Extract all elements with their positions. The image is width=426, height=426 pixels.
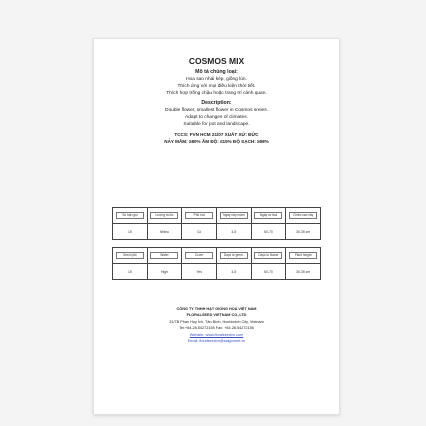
table-row bbox=[113, 224, 321, 240]
table-header-cell: Water bbox=[147, 248, 182, 264]
company-website-link[interactable]: Website: www.floralseedvn.com bbox=[189, 333, 244, 337]
table-row bbox=[113, 208, 321, 224]
vn-description-line: Thích ứng với mọi điều kiện thời tiết. bbox=[177, 84, 256, 89]
table-header-cell: Days to flower bbox=[251, 248, 286, 264]
en-description-line: Adapt to changes of climates. bbox=[185, 115, 248, 120]
table-cell: 3-5 bbox=[216, 224, 251, 240]
company-address: 31/7B Phan Huy Ích, Tân Bình, Hochiminh City, Vietnam bbox=[169, 320, 264, 324]
company-email-link[interactable]: Email: floralseedvn@saigonnet.vn bbox=[187, 339, 246, 343]
company-name-en: FLORALSEED VIETNAM CO.,LTD bbox=[186, 313, 247, 317]
table-header-cell: Số hạt /gói bbox=[113, 208, 148, 224]
table-cell: 60-70 bbox=[251, 224, 286, 240]
en-description-line: Double flower, smallest flower in Cosmos sreies. bbox=[165, 108, 268, 113]
company-name-vn: CÔNG TY TNHH HẠT GIỐNG HOA VIỆT NAM bbox=[176, 307, 257, 311]
vn-description-heading: Mô tả chủng loại: bbox=[195, 69, 238, 75]
table-header-cell: Plant height bbox=[286, 248, 321, 264]
company-phone: Tel:+84.28.54272155 Fax: +84.28.54272156 bbox=[179, 326, 254, 330]
product-title: COSMOS MIX bbox=[188, 56, 245, 66]
en-specs-table bbox=[112, 247, 321, 280]
table-cell: Có bbox=[182, 224, 217, 240]
table-row bbox=[113, 264, 321, 280]
table-header-cell: Phủ hạt bbox=[182, 208, 217, 224]
table-cell: 3-5 bbox=[216, 264, 251, 280]
table-cell: 15 bbox=[113, 264, 148, 280]
en-description-line: Suitable for pot and landscape. bbox=[183, 122, 250, 127]
table-cell: Nhiều bbox=[147, 224, 182, 240]
en-description-heading: Description: bbox=[201, 100, 232, 106]
table-row bbox=[113, 248, 321, 264]
table-cell: 30-35 cm bbox=[286, 224, 321, 240]
table-header-cell: Seed /pkt bbox=[113, 248, 148, 264]
table-header-cell: Days to germ. bbox=[216, 248, 251, 264]
table-header-cell: Ngày nảy mầm bbox=[216, 208, 251, 224]
table-cell: 60-70 bbox=[251, 264, 286, 280]
table-cell: Yes bbox=[182, 264, 217, 280]
table-cell: 30-35 cm bbox=[286, 264, 321, 280]
vn-specs-table bbox=[112, 207, 321, 240]
table-header-cell: Cover bbox=[182, 248, 217, 264]
table-cell: 15 bbox=[113, 224, 148, 240]
table-header-cell: Chiều cao cây bbox=[286, 208, 321, 224]
vn-description-line: Hoa sao nhái kép, giống lùn. bbox=[186, 77, 247, 82]
vn-description-line: Thích hợp trồng chậu hoặc trang trí cảnh quan. bbox=[166, 91, 267, 96]
seed-packet bbox=[93, 38, 340, 415]
table-cell: High bbox=[147, 264, 182, 280]
table-header-cell: Ngày ra hoa bbox=[251, 208, 286, 224]
table-header-cell: Lượng nước bbox=[147, 208, 182, 224]
tccs-origin-line: TCCS: FVN HCM 21/07 XUẤT XỨ: ĐỨC bbox=[174, 132, 259, 137]
quality-specs-line: NẢY MẦM: ≥80% ẨM ĐỘ: ≤15% ĐỘ SẠCH: ≥98% bbox=[164, 139, 269, 144]
